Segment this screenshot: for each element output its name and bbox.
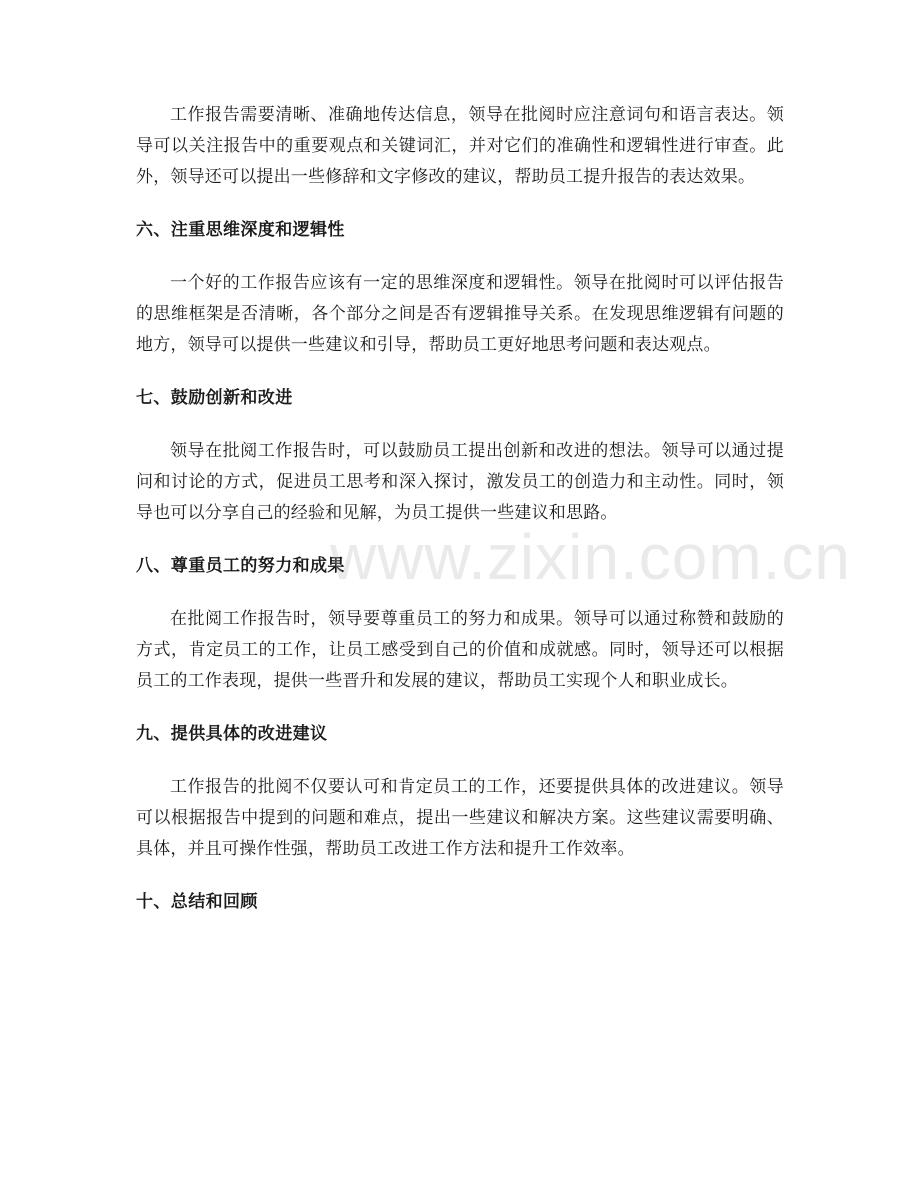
section-heading-7: 七、鼓励创新和改进 (136, 388, 293, 408)
watermark-text: www.zixin.com.cn (330, 521, 851, 593)
section-heading-6: 六、注重思维深度和逻辑性 (136, 220, 345, 240)
section-heading-9: 九、提供具体的改进建议 (136, 724, 328, 744)
section-heading-10: 十、总结和回顾 (136, 892, 258, 912)
section-heading-8: 八、尊重员工的努力和成果 (136, 556, 345, 576)
paragraph-thinking-logic: 一个好的工作报告应该有一定的思维深度和逻辑性。领导在批阅时可以评估报告的思维框架是否清晰，各个部分之间是否有逻辑推导关系。在发现思维逻辑有问题的地方，领导可以提供一些建议和引导，帮助员工更好地思考问题和表达观点。 (136, 273, 784, 355)
paragraph-language-expression: 工作报告需要清晰、准确地传达信息，领导在批阅时应注意词句和语言表达。领导可以关注报告中的重要观点和关键词汇，并对它们的准确性和逻辑性进行审查。此外，领导还可以提出一些修辞和文字修改的建议，帮助员工提升报告的表达效果。 (136, 105, 784, 187)
paragraph-respect-effort: 在批阅工作报告时，领导要尊重员工的努力和成果。领导可以通过称赞和鼓励的方式，肯定员工的工作，让员工感受到自己的价值和成就感。同时，领导还可以根据员工的工作表现，提供一些晋升和发展的建议，帮助员工实现个人和职业成长。 (136, 609, 784, 691)
document-body (136, 100, 784, 918)
paragraph-innovation: 领导在批阅工作报告时，可以鼓励员工提出创新和改进的想法。领导可以通过提问和讨论的方式，促进员工思考和深入探讨，激发员工的创造力和主动性。同时，领导也可以分享自己的经验和见解，为员工提供一些建议和思路。 (136, 441, 784, 523)
paragraph-specific-suggestions: 工作报告的批阅不仅要认可和肯定员工的工作，还要提供具体的改进建议。领导可以根据报告中提到的问题和难点，提出一些建议和解决方案。这些建议需要明确、具体，并且可操作性强，帮助员工改进工作方法和提升工作效率。 (136, 777, 784, 859)
